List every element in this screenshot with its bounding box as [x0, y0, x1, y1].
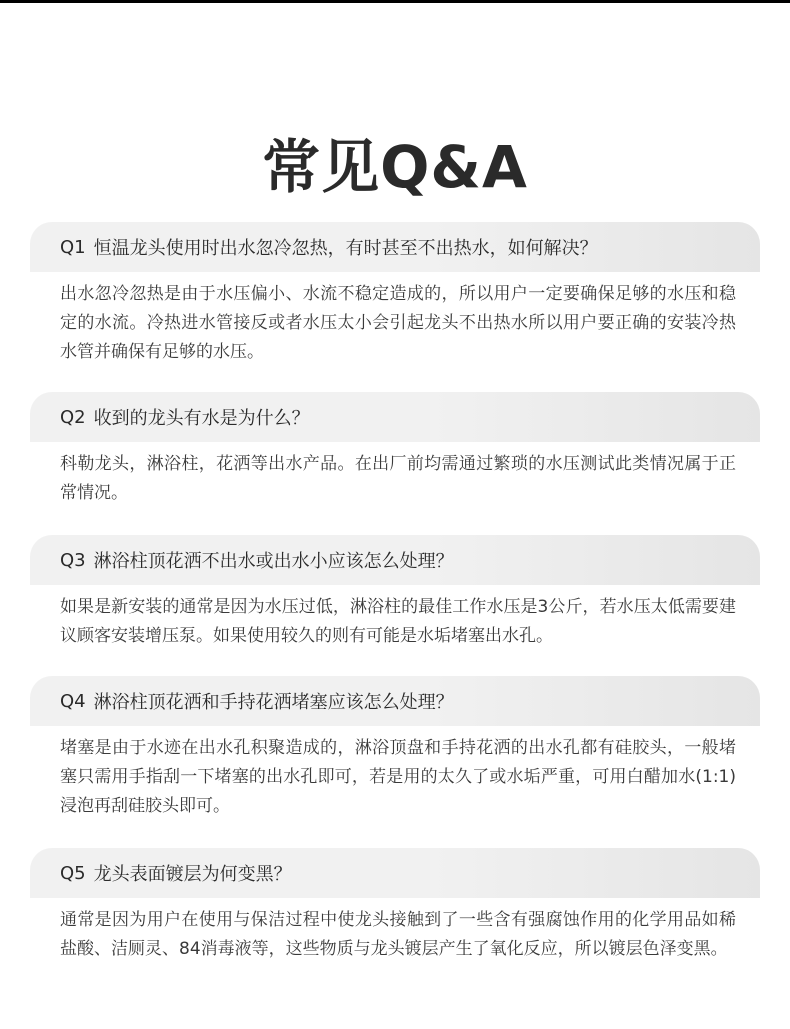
qa-item-1 — [30, 222, 760, 392]
question-text: 恒温龙头使用时出水忽冷忽热，有时甚至不出热水，如何解决？ — [93, 238, 598, 259]
question-bar — [30, 222, 760, 272]
question-bar — [30, 535, 760, 585]
question-text: 淋浴柱顶花洒和手持花洒堵塞应该怎么处理？ — [93, 692, 454, 713]
question-bar — [30, 392, 760, 442]
top-border — [0, 0, 790, 3]
question-bar — [30, 676, 760, 726]
question-number: Q3 — [60, 549, 86, 571]
qa-list — [30, 222, 760, 964]
question-number: Q5 — [60, 862, 86, 884]
question-number: Q4 — [60, 690, 86, 712]
answer-text: 如果是新安装的通常是因为水压过低，淋浴柱的最佳工作水压是3公斤，若水压太低需要建议顾客安装增压泵。如果使用较久的则有可能是水垢堵塞出水孔。 — [60, 597, 736, 646]
answer-text: 通常是因为用户在使用与保洁过程中使龙头接触到了一些含有强腐蚀作用的化学用品如稀盐酸、洁厕灵、84消毒液等，这些物质与龙头镀层产生了氧化反应，所以镀层色泽变黑。 — [60, 910, 736, 959]
page-title: 常见Q&A — [262, 132, 528, 201]
question-number: Q2 — [60, 406, 86, 428]
qa-item-4 — [30, 676, 760, 848]
answer-text: 科勒龙头，淋浴柱，花洒等出水产品。在出厂前均需通过繁琐的水压测试此类情况属于正常情况。 — [60, 454, 736, 503]
question-text: 淋浴柱顶花洒不出水或出水小应该怎么处理？ — [93, 551, 454, 572]
question-text: 龙头表面镀层为何变黑？ — [93, 864, 292, 885]
answer-text: 出水忽冷忽热是由于水压偏小、水流不稳定造成的，所以用户一定要确保足够的水压和稳定的水流。冷热进水管接反或者水压太小会引起龙头不出热水所以用户要正确的安装冷热水管并确保有足够的水压。 — [60, 284, 736, 362]
answer-text: 堵塞是由于水迹在出水孔积聚造成的，淋浴顶盘和手持花洒的出水孔都有硅胶头，一般堵塞只需用手指刮一下堵塞的出水孔即可，若是用的太久了或水垢严重，可用白醋加水(1:1)浸泡再刮硅胶头即可。 — [60, 738, 736, 816]
qa-item-2 — [30, 392, 760, 535]
question-text: 收到的龙头有水是为什么？ — [93, 408, 310, 429]
question-number: Q1 — [60, 236, 86, 258]
qa-item-5 — [30, 848, 760, 964]
qa-item-3 — [30, 535, 760, 676]
question-bar — [30, 848, 760, 898]
